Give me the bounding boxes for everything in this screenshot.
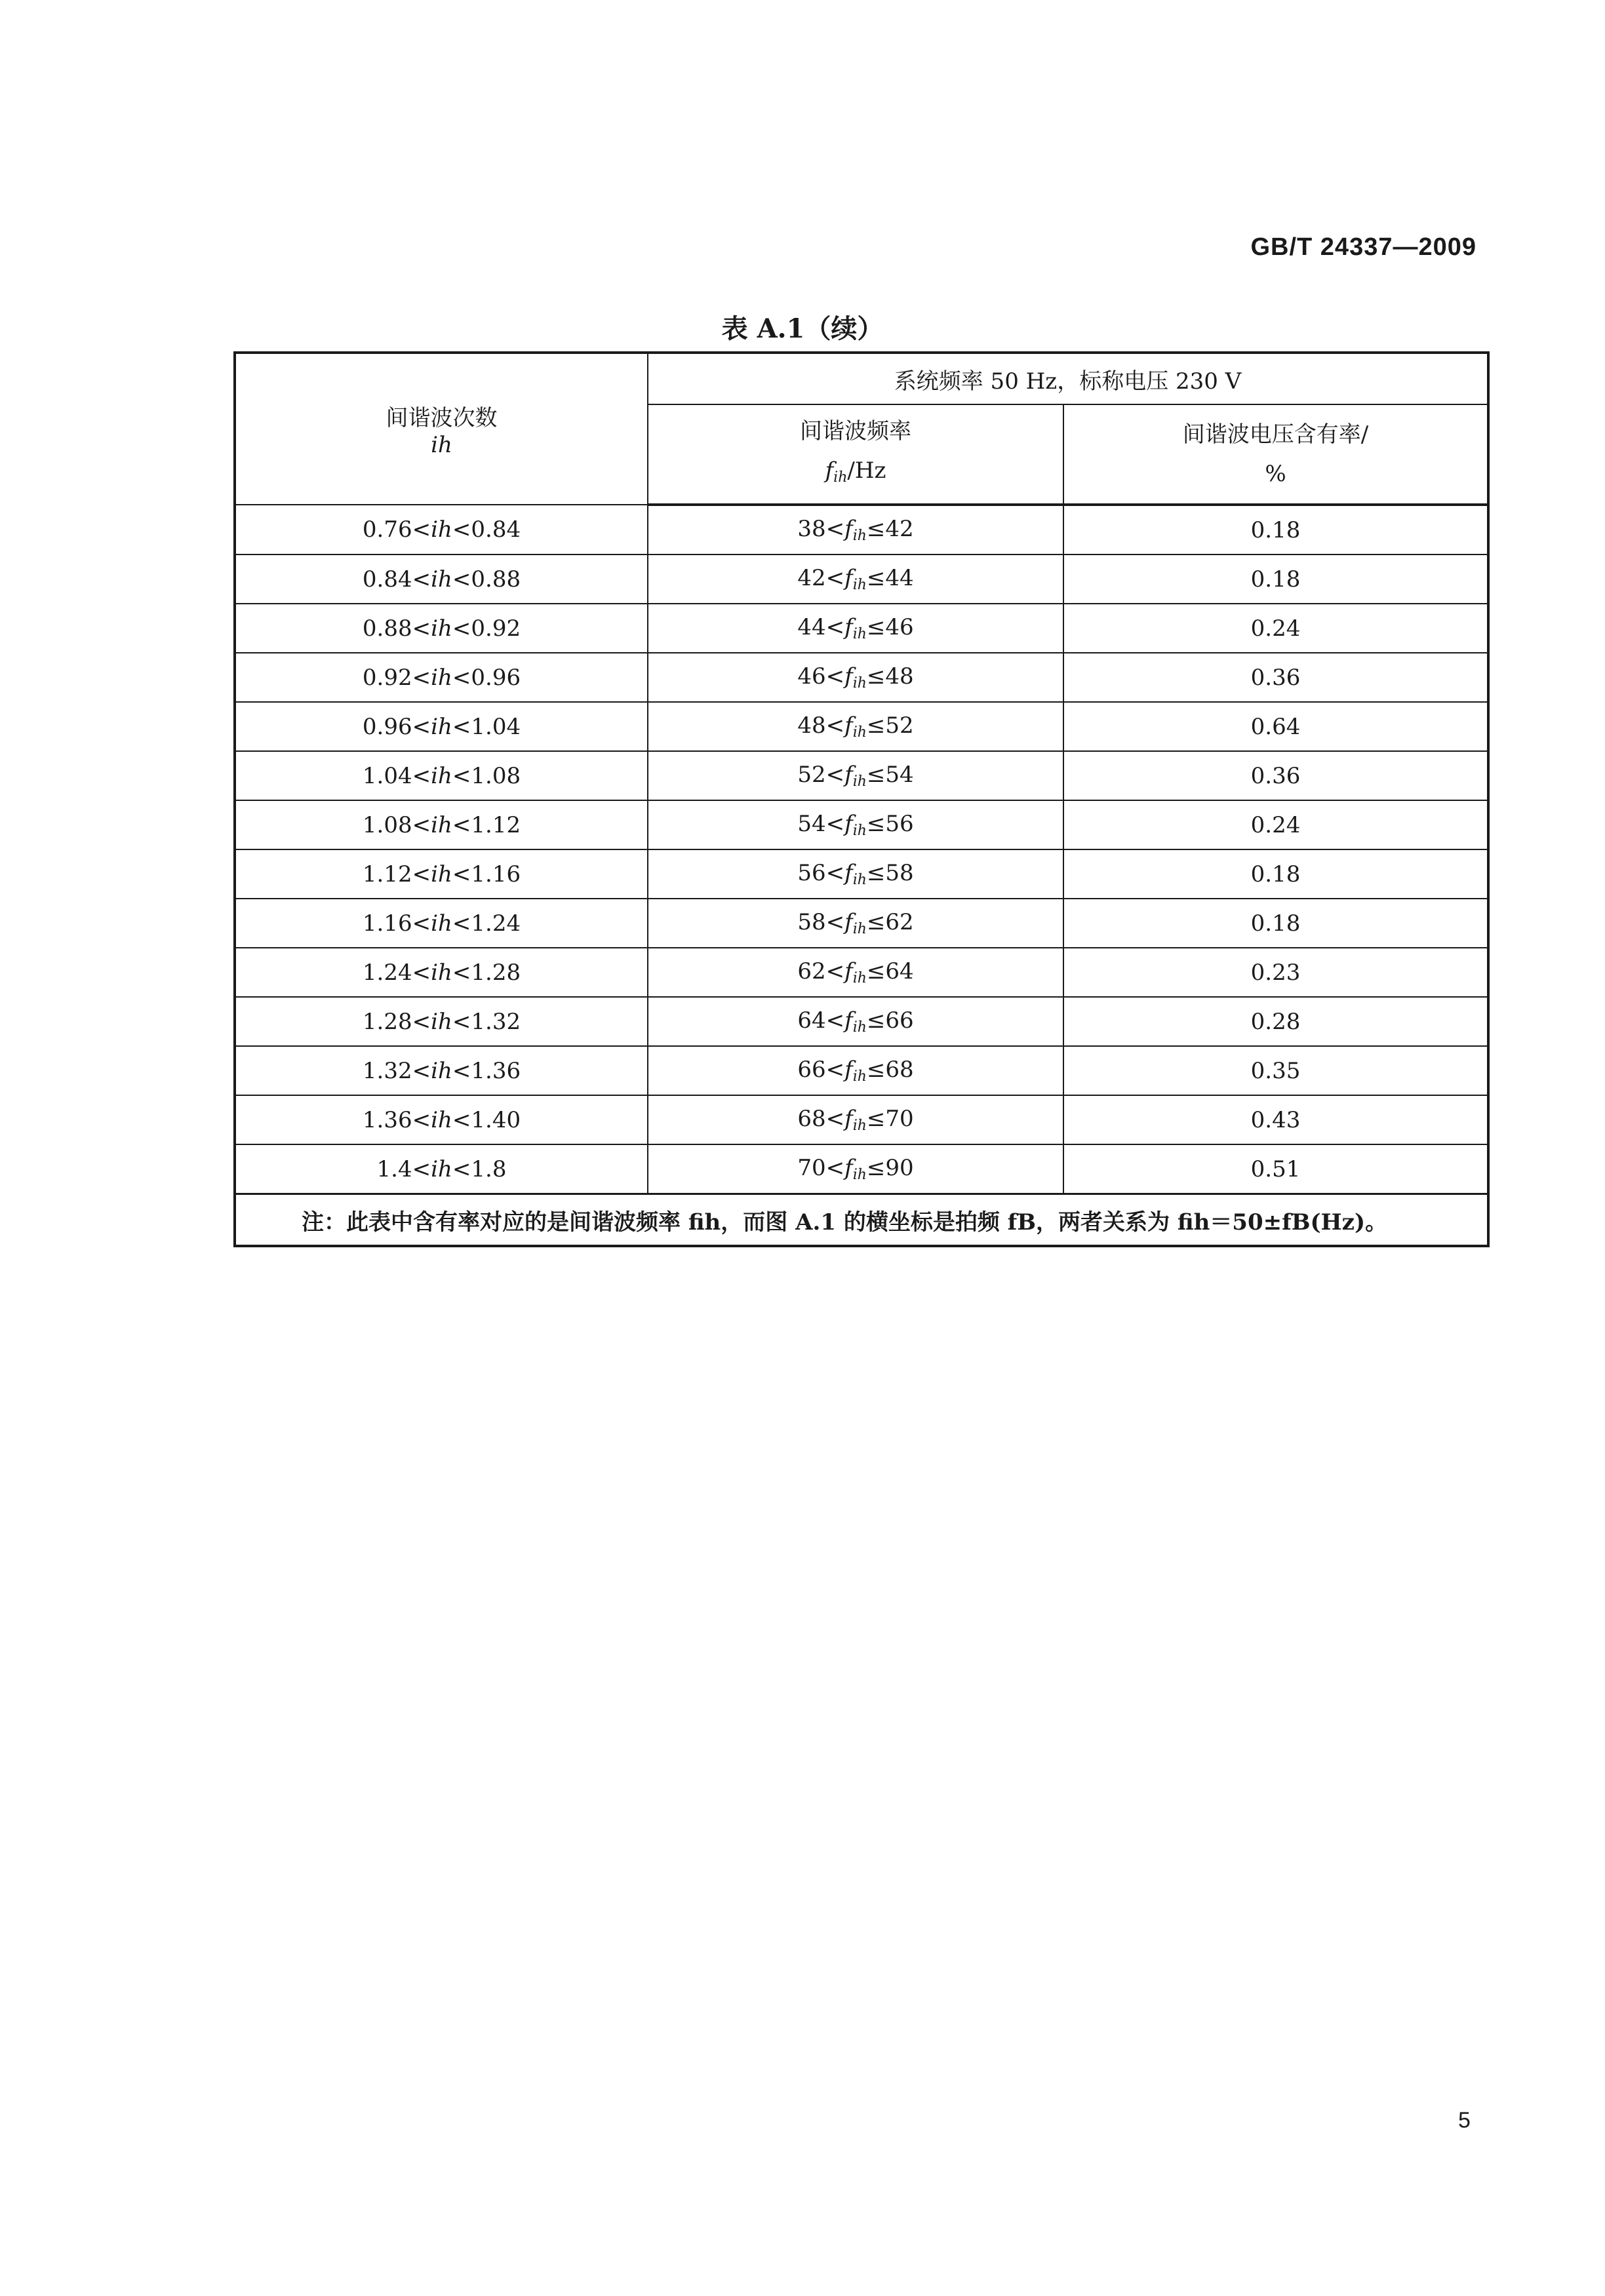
lt-sign: < — [452, 762, 471, 789]
lt-sign: < — [452, 1008, 471, 1035]
ih-upper: 1.08 — [471, 762, 521, 789]
ih-upper: 1.16 — [471, 861, 521, 887]
col-header-frequency-name: 间谐波频率 — [800, 418, 911, 444]
cell-frequency-range — [648, 653, 1063, 702]
ih-symbol: ih — [431, 1106, 452, 1133]
le-sign: ≤ — [866, 1057, 886, 1083]
f-upper: 44 — [885, 565, 914, 591]
f-subscript: ih — [852, 577, 867, 593]
ih-symbol: ih — [431, 959, 452, 986]
f-subscript: ih — [852, 724, 867, 741]
lt-sign: < — [825, 1057, 845, 1083]
f-lower: 42 — [797, 565, 826, 591]
lt-sign: < — [412, 910, 431, 937]
cell-voltage-rate: 0.18 — [1063, 899, 1488, 948]
ih-lower: 1.04 — [362, 762, 412, 789]
cell-voltage-rate: 0.18 — [1063, 849, 1488, 899]
cell-ih-range — [235, 948, 648, 997]
cell-ih-range — [235, 555, 648, 604]
table-row — [235, 849, 1488, 899]
cell-frequency-range — [648, 849, 1063, 899]
interharmonic-table — [233, 351, 1490, 1247]
f-symbol: f — [844, 811, 853, 837]
lt-sign: < — [452, 959, 471, 986]
ih-lower: 1.28 — [362, 1008, 412, 1035]
ih-upper: 1.8 — [471, 1156, 507, 1182]
page-number: 5 — [1458, 2108, 1471, 2133]
cell-frequency-range — [648, 555, 1063, 604]
f-symbol: f — [844, 958, 853, 984]
cell-frequency-range — [648, 800, 1063, 849]
group-header: 系统频率 50 Hz，标称电压 230 V — [648, 353, 1488, 404]
cell-voltage-rate: 0.18 — [1063, 555, 1488, 604]
f-lower: 56 — [797, 860, 826, 886]
table-note: 注：此表中含有率对应的是间谐波频率 fih，而图 A.1 的横坐标是拍频 fB，两者关系为 fih＝50±fB(Hz)。 — [235, 1194, 1488, 1247]
ih-lower: 1.16 — [362, 910, 412, 937]
col-header-frequency — [648, 404, 1063, 505]
ih-upper: 1.12 — [471, 811, 521, 838]
f-upper: 68 — [885, 1057, 914, 1083]
col-header-ih-symbol: ih — [431, 432, 452, 458]
f-subscript: ih — [852, 1068, 867, 1085]
f-subscript: ih — [852, 1019, 867, 1036]
f-lower: 70 — [797, 1155, 826, 1181]
lt-sign: < — [452, 861, 471, 887]
f-upper: 52 — [885, 712, 914, 739]
ih-upper: 0.84 — [471, 516, 521, 543]
le-sign: ≤ — [866, 909, 886, 935]
cell-voltage-rate: 0.24 — [1063, 800, 1488, 849]
cell-voltage-rate: 0.36 — [1063, 653, 1488, 702]
col-header-ih-name: 间谐波次数 — [386, 405, 498, 431]
f-upper: 54 — [885, 762, 914, 788]
cell-frequency-range — [648, 505, 1063, 555]
lt-sign: < — [452, 615, 471, 642]
col-header-frequency-symbol: f — [825, 457, 834, 484]
cell-voltage-rate: 0.28 — [1063, 997, 1488, 1046]
lt-sign: < — [452, 566, 471, 593]
le-sign: ≤ — [866, 958, 886, 984]
lt-sign: < — [412, 1057, 431, 1084]
f-subscript: ih — [852, 528, 867, 544]
ih-lower: 1.36 — [362, 1106, 412, 1133]
table-row — [235, 948, 1488, 997]
cell-voltage-rate: 0.24 — [1063, 604, 1488, 653]
col-header-frequency-unit: /Hz — [847, 457, 886, 484]
lt-sign: < — [825, 712, 845, 739]
table-row — [235, 899, 1488, 948]
f-symbol: f — [844, 762, 853, 788]
lt-sign: < — [825, 909, 845, 935]
ih-lower: 1.12 — [362, 861, 412, 887]
lt-sign: < — [825, 860, 845, 886]
lt-sign: < — [412, 1008, 431, 1035]
le-sign: ≤ — [866, 565, 886, 591]
table-row — [235, 702, 1488, 751]
lt-sign: < — [452, 1057, 471, 1084]
f-upper: 62 — [885, 909, 914, 935]
cell-ih-range — [235, 800, 648, 849]
table-note-row — [235, 1194, 1488, 1247]
lt-sign: < — [452, 1106, 471, 1133]
f-symbol: f — [844, 614, 853, 640]
lt-sign: < — [825, 958, 845, 984]
ih-symbol: ih — [431, 811, 452, 838]
lt-sign: < — [412, 959, 431, 986]
le-sign: ≤ — [866, 663, 886, 690]
f-subscript: ih — [852, 626, 867, 642]
table-row — [235, 653, 1488, 702]
table-title: 表 A.1（续） — [721, 313, 884, 344]
f-upper: 58 — [885, 860, 914, 886]
lt-sign: < — [825, 1155, 845, 1181]
ih-upper: 1.40 — [471, 1106, 521, 1133]
le-sign: ≤ — [866, 811, 886, 837]
ih-upper: 1.24 — [471, 910, 521, 937]
cell-ih-range — [235, 849, 648, 899]
ih-lower: 0.88 — [362, 615, 412, 642]
ih-symbol: ih — [431, 516, 452, 543]
le-sign: ≤ — [866, 1106, 886, 1132]
lt-sign: < — [452, 910, 471, 937]
cell-ih-range — [235, 997, 648, 1046]
f-symbol: f — [844, 1007, 853, 1034]
f-symbol: f — [844, 712, 853, 739]
f-symbol: f — [844, 909, 853, 935]
f-subscript: ih — [852, 773, 867, 790]
cell-ih-range — [235, 702, 648, 751]
f-lower: 44 — [797, 614, 826, 640]
lt-sign: < — [412, 566, 431, 593]
cell-frequency-range — [648, 751, 1063, 800]
le-sign: ≤ — [866, 614, 886, 640]
lt-sign: < — [452, 811, 471, 838]
lt-sign: < — [825, 1007, 845, 1034]
f-subscript: ih — [852, 823, 867, 839]
f-subscript: ih — [852, 872, 867, 888]
cell-voltage-rate: 0.36 — [1063, 751, 1488, 800]
f-subscript: ih — [852, 675, 867, 691]
lt-sign: < — [412, 1156, 431, 1182]
f-lower: 38 — [797, 516, 826, 542]
cell-ih-range — [235, 1095, 648, 1144]
ih-symbol: ih — [431, 664, 452, 691]
table-row — [235, 505, 1488, 555]
ih-upper: 0.92 — [471, 615, 521, 642]
cell-frequency-range — [648, 1046, 1063, 1095]
f-lower: 48 — [797, 712, 826, 739]
lt-sign: < — [825, 663, 845, 690]
ih-upper: 1.04 — [471, 713, 521, 740]
lt-sign: < — [825, 614, 845, 640]
f-lower: 64 — [797, 1007, 826, 1034]
cell-frequency-range — [648, 1144, 1063, 1194]
ih-symbol: ih — [431, 910, 452, 937]
lt-sign: < — [412, 516, 431, 543]
lt-sign: < — [412, 664, 431, 691]
cell-frequency-range — [648, 948, 1063, 997]
lt-sign: < — [825, 565, 845, 591]
cell-voltage-rate: 0.51 — [1063, 1144, 1488, 1194]
ih-symbol: ih — [431, 861, 452, 887]
f-subscript: ih — [852, 970, 867, 986]
col-header-ih — [235, 353, 648, 505]
le-sign: ≤ — [866, 516, 886, 542]
ih-symbol: ih — [431, 615, 452, 642]
ih-upper: 1.28 — [471, 959, 521, 986]
f-symbol: f — [844, 663, 853, 690]
cell-ih-range — [235, 604, 648, 653]
le-sign: ≤ — [866, 1155, 886, 1181]
ih-lower: 0.76 — [362, 516, 412, 543]
lt-sign: < — [452, 1156, 471, 1182]
ih-upper: 0.96 — [471, 664, 521, 691]
lt-sign: < — [412, 615, 431, 642]
cell-voltage-rate: 0.64 — [1063, 702, 1488, 751]
lt-sign: < — [412, 713, 431, 740]
col-header-rate-name: 间谐波电压含有率/ — [1182, 421, 1369, 448]
cell-ih-range — [235, 505, 648, 555]
f-subscript: ih — [852, 921, 867, 937]
table-row — [235, 555, 1488, 604]
cell-ih-range — [235, 653, 648, 702]
cell-voltage-rate: 0.18 — [1063, 505, 1488, 555]
f-upper: 56 — [885, 811, 914, 837]
table-row — [235, 751, 1488, 800]
f-symbol: f — [844, 516, 853, 542]
f-symbol: f — [844, 860, 853, 886]
cell-frequency-range — [648, 702, 1063, 751]
lt-sign: < — [825, 762, 845, 788]
ih-lower: 1.32 — [362, 1057, 412, 1084]
ih-upper: 0.88 — [471, 566, 521, 593]
f-upper: 48 — [885, 663, 914, 690]
cell-ih-range — [235, 751, 648, 800]
col-header-voltage-rate — [1063, 404, 1488, 505]
f-upper: 42 — [885, 516, 914, 542]
ih-lower: 0.92 — [362, 664, 412, 691]
ih-symbol: ih — [431, 1156, 452, 1182]
lt-sign: < — [412, 811, 431, 838]
f-upper: 66 — [885, 1007, 914, 1034]
ih-lower: 1.4 — [376, 1156, 412, 1182]
table-row — [235, 604, 1488, 653]
ih-lower: 1.24 — [362, 959, 412, 986]
f-lower: 52 — [797, 762, 826, 788]
cell-ih-range — [235, 1046, 648, 1095]
table-row — [235, 1144, 1488, 1194]
f-upper: 64 — [885, 958, 914, 984]
f-subscript: ih — [852, 1167, 867, 1183]
cell-voltage-rate: 0.23 — [1063, 948, 1488, 997]
f-lower: 66 — [797, 1057, 826, 1083]
ih-symbol: ih — [431, 1057, 452, 1084]
lt-sign: < — [452, 516, 471, 543]
f-lower: 58 — [797, 909, 826, 935]
f-lower: 62 — [797, 958, 826, 984]
col-header-rate-unit: % — [1265, 461, 1286, 487]
lt-sign: < — [412, 861, 431, 887]
f-lower: 68 — [797, 1106, 826, 1132]
table-row — [235, 1095, 1488, 1144]
ih-lower: 0.96 — [362, 713, 412, 740]
f-symbol: f — [844, 1057, 853, 1083]
ih-upper: 1.32 — [471, 1008, 521, 1035]
f-lower: 54 — [797, 811, 826, 837]
le-sign: ≤ — [866, 1007, 886, 1034]
ih-symbol: ih — [431, 762, 452, 789]
f-symbol: f — [844, 1106, 853, 1132]
f-symbol: f — [844, 565, 853, 591]
le-sign: ≤ — [866, 762, 886, 788]
ih-upper: 1.36 — [471, 1057, 521, 1084]
cell-ih-range — [235, 899, 648, 948]
f-upper: 90 — [885, 1155, 914, 1181]
ih-symbol: ih — [431, 713, 452, 740]
cell-ih-range — [235, 1144, 648, 1194]
table-row — [235, 800, 1488, 849]
cell-frequency-range — [648, 899, 1063, 948]
ih-symbol: ih — [431, 566, 452, 593]
f-subscript: ih — [852, 1118, 867, 1134]
lt-sign: < — [825, 1106, 845, 1132]
f-lower: 46 — [797, 663, 826, 690]
cell-frequency-range — [648, 604, 1063, 653]
cell-frequency-range — [648, 997, 1063, 1046]
lt-sign: < — [452, 713, 471, 740]
cell-frequency-range — [648, 1095, 1063, 1144]
lt-sign: < — [412, 762, 431, 789]
table-row — [235, 997, 1488, 1046]
cell-voltage-rate: 0.43 — [1063, 1095, 1488, 1144]
f-upper: 46 — [885, 614, 914, 640]
col-header-frequency-subscript: ih — [833, 469, 848, 486]
lt-sign: < — [825, 516, 845, 542]
ih-lower: 0.84 — [362, 566, 412, 593]
lt-sign: < — [452, 664, 471, 691]
le-sign: ≤ — [866, 712, 886, 739]
cell-voltage-rate: 0.35 — [1063, 1046, 1488, 1095]
le-sign: ≤ — [866, 860, 886, 886]
lt-sign: < — [825, 811, 845, 837]
ih-symbol: ih — [431, 1008, 452, 1035]
lt-sign: < — [412, 1106, 431, 1133]
f-symbol: f — [844, 1155, 853, 1181]
f-upper: 70 — [885, 1106, 914, 1132]
standard-code: GB/T 24337—2009 — [1250, 233, 1476, 261]
table-row — [235, 1046, 1488, 1095]
ih-lower: 1.08 — [362, 811, 412, 838]
